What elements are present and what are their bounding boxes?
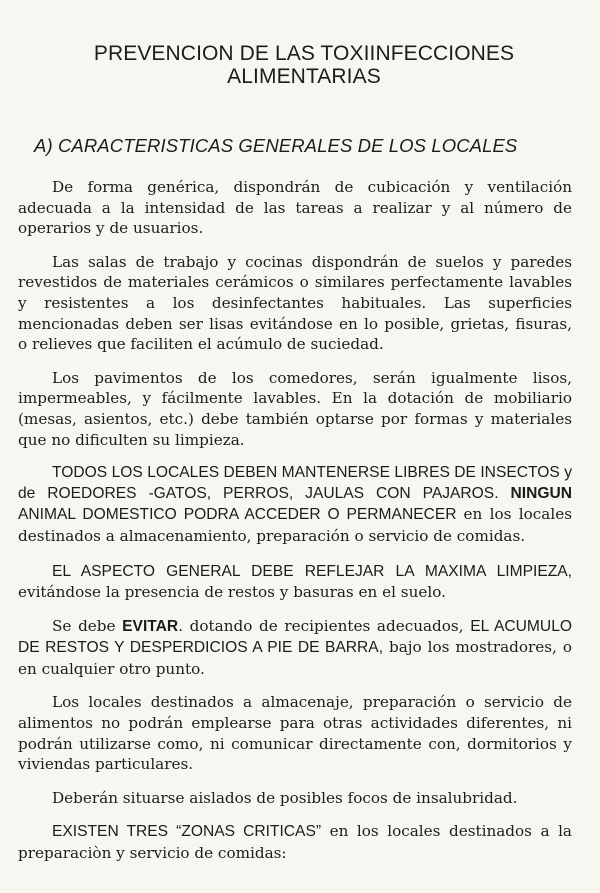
document-title bbox=[36, 42, 572, 88]
paragraph-8: Deberán situarse aislados de posibles focos de insalubridad. bbox=[52, 788, 518, 807]
paragraph-6-part-b: . dotando de recipientes adecuados, bbox=[178, 616, 464, 635]
paragraph-4-part-b: ANIMAL DOMESTICO PODRA ACCEDER O PERMANECER bbox=[18, 506, 457, 524]
paragraph-2: Las salas de trabajo y cocinas dispondrán de suelos y paredes revestidos de materiales cerámicos o similares perfectamente lavables y resistentes a los desinfectantes habituales. Las superficies mencionadas deben ser lisas evitándose en lo posible, grietas, fisuras, o relieves que faciliten el acúmulo de suciedad. bbox=[18, 252, 572, 354]
paragraph-6-part-d: bajo los mostradores, o en cualquier otro punto. bbox=[18, 638, 573, 678]
paragraph-6-part-c: EL ACUMULO DE RESTOS Y DESPERDICIOS A PIE DE BARRA, bbox=[18, 617, 572, 657]
section-heading: A) CARACTERISTICAS GENERALES DE LOS LOCALES bbox=[34, 135, 518, 156]
paragraph-9 bbox=[18, 821, 572, 863]
paragraph-6-bold: EVITAR bbox=[122, 617, 179, 635]
paragraph-9-part-a: EXISTEN TRES “ZONAS CRITICAS” bbox=[52, 823, 322, 841]
title-line-1: PREVENCION DE LAS TOXIINFECCIONES bbox=[93, 42, 515, 65]
paragraph-3: Los pavimentos de los comedores, serán igualmente lisos, impermeables, y fácilmente lavables. En la dotación de mobiliario (mesas, asientos, etc.) debe también optarse por formas y materiales que no dificulten su limpieza. bbox=[18, 368, 572, 449]
paragraph-5 bbox=[18, 561, 572, 603]
paragraph-6-part-a: Se debe bbox=[52, 616, 116, 635]
paragraph-5-part-b: evitándose la presencia de restos y basuras en el suelo. bbox=[18, 583, 446, 602]
paragraph-5-part-a: EL ASPECTO GENERAL DEBE REFLEJAR LA MAXIMA LIMPIEZA, bbox=[52, 562, 572, 580]
paragraph-4-bold: NINGUN bbox=[510, 484, 572, 502]
paragraph-7: Los locales destinados a almacenaje, preparación o servicio de alimentos no podrán emplearse para otras actividades diferentes, ni podrán utilizarse como, ni comunicar directamente con, dormitorios y viviendas particulares. bbox=[18, 693, 572, 774]
document-body bbox=[18, 177, 572, 864]
paragraph-9-part-b: en los locales destinados a la preparaciòn y servicio de comidas: bbox=[18, 822, 572, 863]
paragraph-4 bbox=[18, 463, 572, 547]
paragraph-4-part-c: en los locales destinados a almacenamiento, preparación o servicio de comidas. bbox=[18, 505, 572, 545]
paragraph-4-part-a: TODOS LOS LOCALES DEBEN MANTENERSE LIBRES DE INSECTOS y de ROEDORES -GATOS, PERROS, JAULAS CON PAJAROS. bbox=[18, 464, 572, 502]
paragraph-6 bbox=[18, 616, 572, 680]
paragraph-1: De forma genérica, dispondrán de cubicación y ventilación adecuada a la intensidad de las tareas a realizar y al número de operarios y de usuarios. bbox=[18, 178, 572, 238]
title-line-2: ALIMENTARIAS bbox=[227, 65, 381, 88]
